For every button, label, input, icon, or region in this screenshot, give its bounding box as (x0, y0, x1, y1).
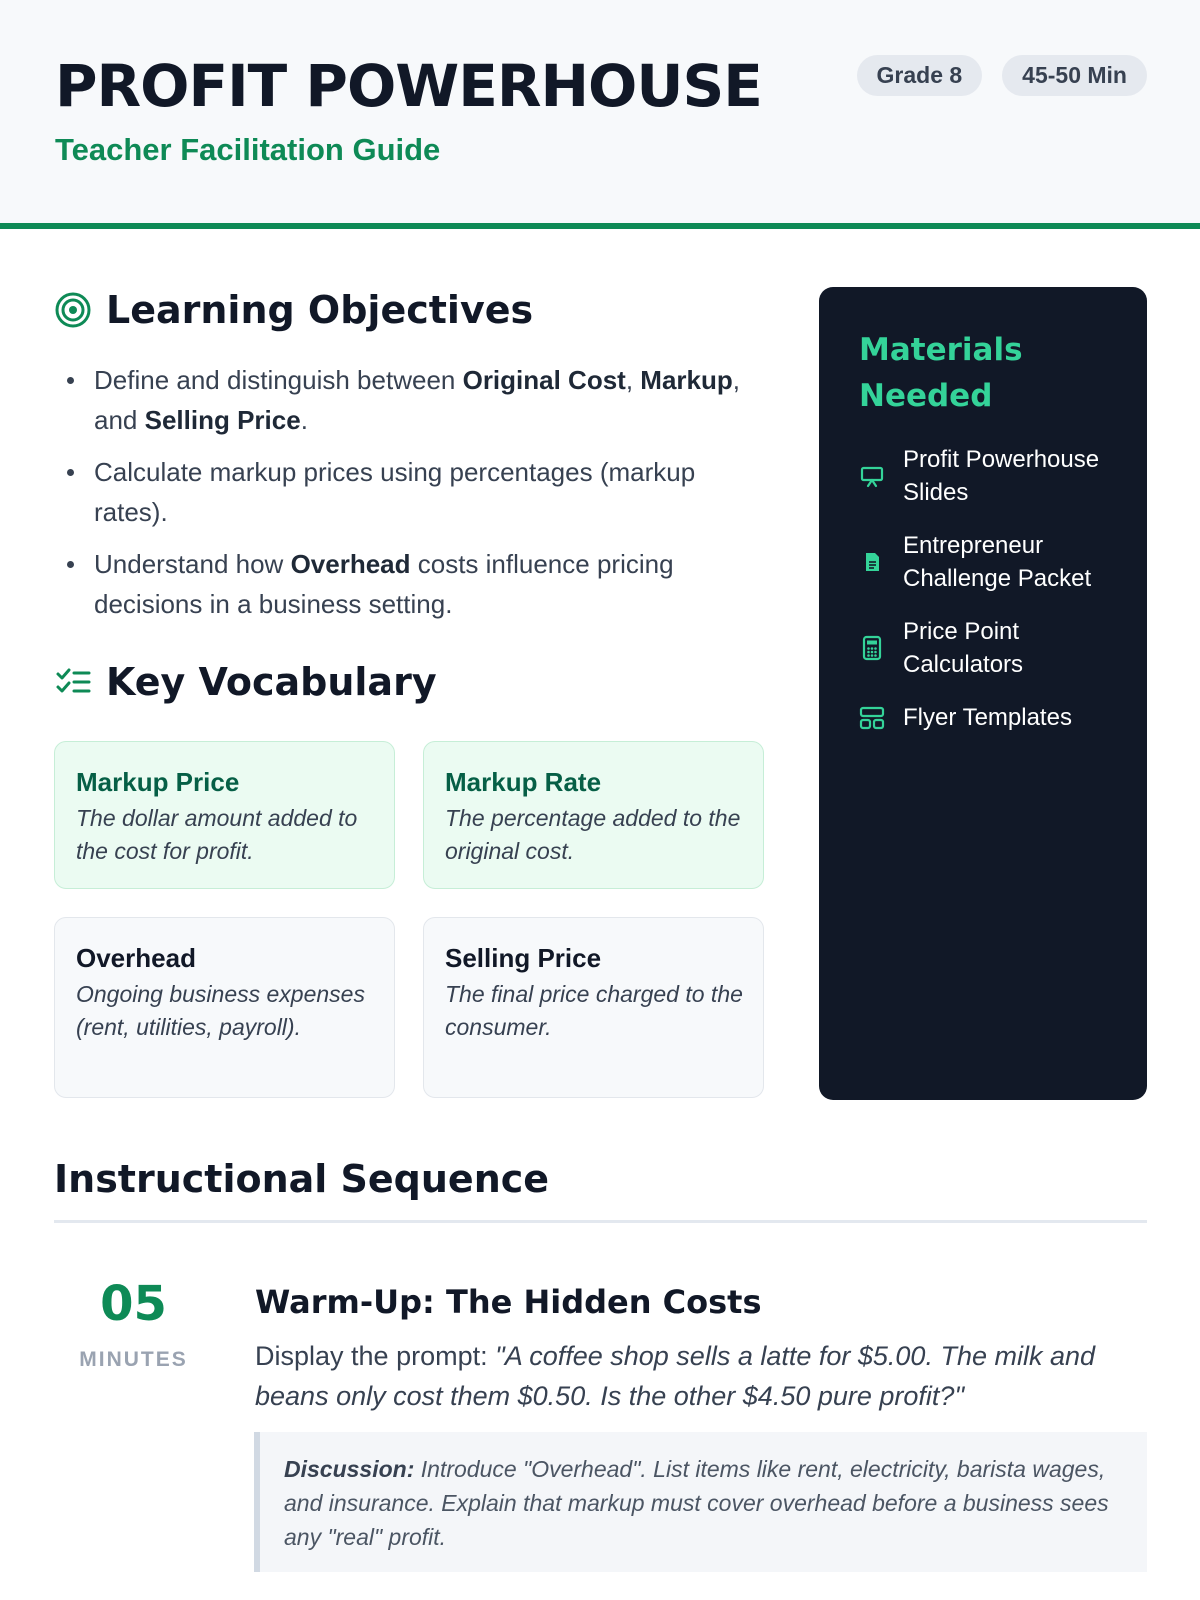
objective-item: Define and distinguish between Original Cost, Markup, and Selling Price. (64, 360, 764, 440)
vocab-definition: The final price charged to the consumer. (445, 981, 743, 1040)
vocab-term: Markup Price (76, 767, 240, 797)
calculator-icon (859, 635, 885, 661)
discussion-text: Introduce "Overhead". List items like rent, electricity, barista wages, and insurance. Explain that markup must cover overhead before a business sees any "real" profit. (284, 1456, 1109, 1550)
materials-title: Materials Needed (859, 332, 1023, 414)
sequence-title: Instructional Sequence (54, 1157, 550, 1201)
grade-badge: Grade 8 (857, 55, 983, 96)
duration-badge: 45-50 Min (1002, 55, 1147, 96)
vocab-card-selling-price (423, 917, 764, 1098)
material-label: Price Point Calculators (903, 618, 1024, 678)
document-icon (859, 549, 885, 575)
page-title: PROFIT POWERHOUSE (55, 52, 762, 120)
prompt-label: Display the prompt: (255, 1341, 496, 1371)
vocab-term: Markup Rate (445, 767, 602, 797)
discussion-callout (254, 1432, 1147, 1572)
vocab-definition: Ongoing business expenses (rent, utilities, payroll). (76, 981, 365, 1040)
material-label: Flyer Templates (903, 704, 1072, 731)
discussion-label: Discussion: (284, 1456, 415, 1482)
vocab-card-markup-rate (423, 741, 764, 889)
materials-panel (819, 287, 1147, 1100)
prompt-quote: "A coffee shop sells a latte for $5.00. The milk and beans only cost them $0.50. Is the other $4.50 pure profit?" (255, 1341, 1096, 1411)
objective-item: Calculate markup prices using percentages (markup rates). (64, 452, 764, 532)
material-item-calculators (859, 615, 1119, 681)
material-label: Profit Powerhouse Slides (903, 446, 1100, 506)
vocab-definition: The percentage added to the original cost. (445, 805, 741, 864)
vocab-term: Selling Price (445, 943, 602, 973)
sequence-divider (54, 1220, 1147, 1223)
material-label: Entrepreneur Challenge Packet (903, 532, 1092, 592)
page-subtitle: Teacher Facilitation Guide (55, 132, 441, 167)
badge-group (857, 55, 1147, 96)
objectives-title: Learning Objectives (106, 288, 534, 332)
target-icon (54, 291, 92, 329)
step-minutes: 05 (100, 1276, 167, 1332)
checklist-icon (54, 663, 92, 701)
vocab-card-overhead (54, 917, 395, 1098)
vocab-definition: The dollar amount added to the cost for profit. (76, 805, 358, 864)
presentation-icon (859, 463, 885, 489)
objectives-heading (54, 288, 533, 332)
step-minutes-unit: MINUTES (79, 1348, 188, 1371)
vocabulary-heading (54, 660, 437, 704)
vocabulary-grid (54, 741, 766, 1098)
step-prompt (255, 1336, 1155, 1416)
objective-item: Understand how Overhead costs influence pricing decisions in a business setting. (64, 544, 764, 624)
objectives-list (64, 360, 764, 636)
step-title: Warm-Up: The Hidden Costs (255, 1283, 762, 1321)
material-item-packet (859, 529, 1119, 595)
vocabulary-title: Key Vocabulary (106, 660, 437, 704)
layout-template-icon (859, 705, 885, 731)
vocab-term: Overhead (76, 943, 196, 973)
material-item-templates (859, 701, 1119, 734)
page-header (0, 0, 1200, 229)
vocab-card-markup-price (54, 741, 395, 889)
material-item-slides (859, 443, 1119, 509)
